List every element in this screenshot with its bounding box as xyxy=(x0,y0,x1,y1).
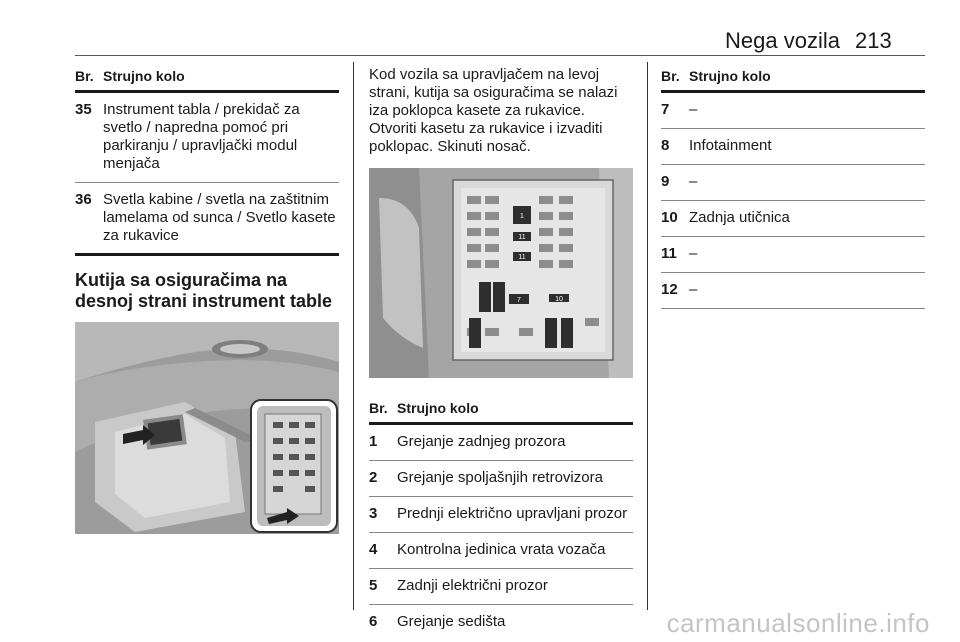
row-number: 10 xyxy=(661,209,678,226)
row-text: – xyxy=(689,173,698,190)
row-number: 2 xyxy=(369,469,378,486)
row-text: – xyxy=(689,281,698,298)
fuse-label: 1 xyxy=(520,213,524,220)
row-number: 5 xyxy=(369,577,378,594)
table-row xyxy=(369,425,633,461)
table-row xyxy=(661,237,925,273)
table-header-label: Strujno kolo xyxy=(103,68,185,84)
table-header-number: Br. xyxy=(75,68,94,84)
glovebox-photo xyxy=(75,322,339,534)
fuse-label: 11 xyxy=(518,234,526,241)
table-row xyxy=(369,605,633,640)
section-heading: Kutija sa osiguračima na desnoj strani instrument table xyxy=(75,270,333,311)
watermark-text: carmanualsonline.info xyxy=(666,608,930,638)
row-text: Prednji električno upravljani prozor xyxy=(397,505,628,522)
row-number: 4 xyxy=(369,541,378,558)
row-number: 8 xyxy=(661,137,670,154)
row-number: 3 xyxy=(369,505,378,522)
table-header-label: Strujno kolo xyxy=(689,68,771,84)
column-left xyxy=(75,60,339,534)
row-text: Svetla kabine / svetla na zaštitnim lamelama od sunca / Svetlo kasete za rukavice xyxy=(103,191,336,244)
table-row xyxy=(661,201,925,237)
fusebox-illustration xyxy=(369,168,633,378)
row-number: 7 xyxy=(661,101,670,118)
column-divider xyxy=(647,62,648,610)
table-row xyxy=(661,129,925,165)
row-text: Grejanje spoljašnjih retrovizora xyxy=(397,469,603,486)
fusebox-photo xyxy=(369,168,633,378)
table-header xyxy=(369,392,633,425)
table-header-number: Br. xyxy=(369,400,388,416)
row-number: 6 xyxy=(369,613,378,630)
table-row xyxy=(75,183,339,256)
table-header-label: Strujno kolo xyxy=(397,400,479,416)
row-text: Grejanje zadnjeg prozora xyxy=(397,433,566,450)
fuse-label: 10 xyxy=(555,296,563,303)
row-text: – xyxy=(689,101,698,118)
row-text: Zadnji električni prozor xyxy=(397,577,548,594)
glovebox-illustration xyxy=(75,322,339,534)
table-row xyxy=(75,93,339,183)
row-text: Grejanje sedišta xyxy=(397,613,506,630)
row-number: 1 xyxy=(369,433,378,450)
column-middle xyxy=(369,60,633,640)
column-right xyxy=(661,60,925,309)
row-text: Instrument tabla / prekidač za svetlo / napredna pomoć pri parkiranju / upravljački modul menjača xyxy=(103,101,300,172)
header-divider xyxy=(75,55,925,56)
table-header-number: Br. xyxy=(661,68,680,84)
table-row xyxy=(661,93,925,129)
table-row xyxy=(369,461,633,497)
fuse-label: 7 xyxy=(517,297,521,304)
table-row xyxy=(369,569,633,605)
table-header xyxy=(661,60,925,93)
column-divider xyxy=(353,62,354,610)
row-number: 35 xyxy=(75,101,92,118)
fuse-label: 11 xyxy=(518,254,526,261)
page-header-title: Nega vozila xyxy=(725,28,840,53)
table-row xyxy=(661,165,925,201)
table-row xyxy=(661,273,925,309)
row-number: 36 xyxy=(75,191,92,208)
row-number: 9 xyxy=(661,173,670,190)
row-text: – xyxy=(689,245,698,262)
table-header xyxy=(75,60,339,93)
table-row xyxy=(369,533,633,569)
row-text: Zadnja utičnica xyxy=(689,209,790,226)
page-number: 213 xyxy=(855,28,892,53)
row-number: 12 xyxy=(661,281,678,298)
instruction-paragraph: Kod vozila sa upravljačem na levoj strani, kutija sa osiguračima se nalazi iza poklopca kasete za rukavice. Otvoriti kasetu za rukavice i izvaditi poklopac. Skinuti nosač. xyxy=(369,66,618,155)
row-text: Infotainment xyxy=(689,137,772,154)
row-text: Kontrolna jedinica vrata vozača xyxy=(397,541,606,558)
row-number: 11 xyxy=(661,245,677,262)
table-row xyxy=(369,497,633,533)
